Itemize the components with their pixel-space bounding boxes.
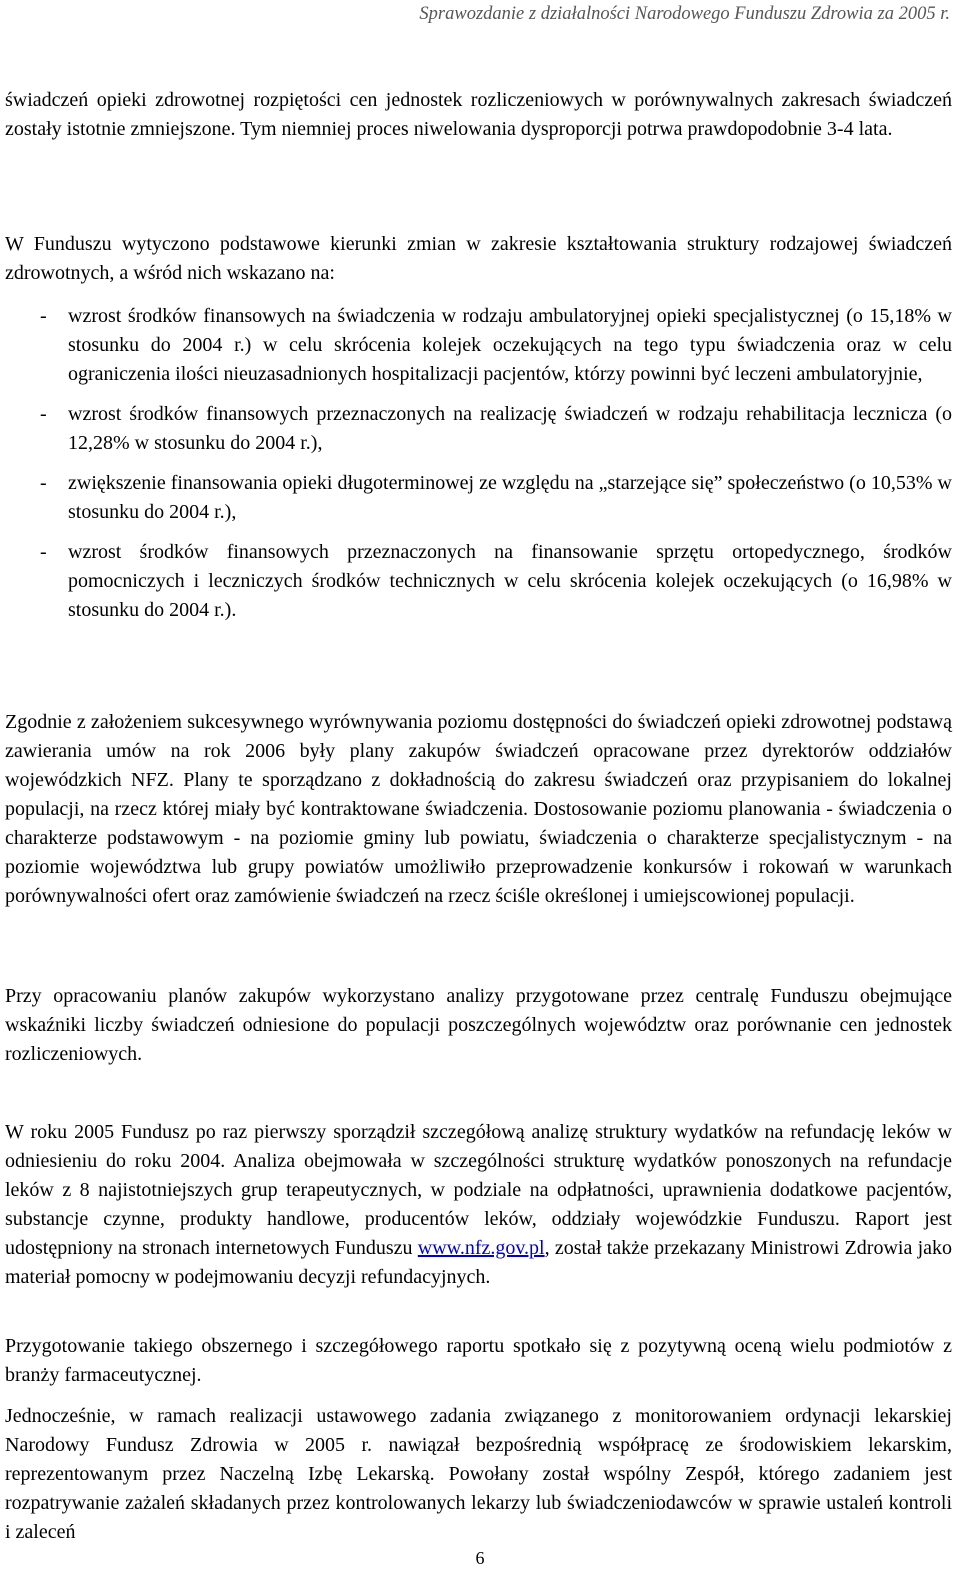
paragraph-text: [5, 1118, 952, 1292]
list-item-text: wzrost środków finansowych przeznaczonych na finansowanie sprzętu ortopedycznego, środków pomocniczych i leczniczych środków technicznych w celu skrócenia kolejek oczekujących (o 16,98% w stosunku do 2004 r.).: [68, 541, 952, 621]
bullet-dash: -: [40, 541, 47, 563]
paragraph-text-before-link: W roku 2005 Fundusz po raz pierwszy sporządził szczegółową analizę struktury wydatków na refundację leków w odniesieniu do roku 2004. Analiza obejmowała w szczególności strukturę wydatków ponoszonych na refundacje leków z 8 najistotniejszych grup terapeutycznych, w podziale na odpłatności, uprawnienia dodatkowe pacjentów, substancje czynne, produkty handlowe, producentów leków, oddziały wojewódzkie Funduszu. Raport jest udostępniony na stronach internetowych Funduszu: [5, 1121, 952, 1259]
paragraph-continuation: [5, 86, 952, 144]
bullet-dash: -: [40, 403, 47, 425]
paragraph-text: Jednocześnie, w ramach realizacji ustawowego zadania związanego z monitorowaniem ordynacji lekarskiej Narodowy Fundusz Zdrowia w 2005 r. nawiązał bezpośrednią współpracę ze środowiskiem lekarskim, reprezentowanym przez Naczelną Izbę Lekarską. Powołany został wspólny Zespół, którego zadaniem jest rozpatrywanie zażaleń składanych przez kontrolowanych lekarzy lub świadczeniodawców w sprawie ustaleń kontroli i zaleceń: [5, 1405, 952, 1543]
paragraph-refund-analysis: [5, 1118, 952, 1292]
bullet-dash: -: [40, 305, 47, 327]
paragraph-text: Zgodnie z założeniem sukcesywnego wyrównywania poziomu dostępności do świadczeń opieki zdrowotnej podstawą zawierania umów na rok 2006 były plany zakupów świadczeń opracowane przez dyrektorów oddziałów wojewódzkich NFZ. Plany te sporządzano z dokładnością do zakresu świadczeń oraz przypisaniem do lokalnej populacji, na rzecz której miały być kontraktowane świadczenia. Dostosowanie poziomu planowania - świadczenia o charakterze podstawowym - na poziomie gminy lub powiatu, świadczenia o charakterze specjalistycznym - na poziomie województwa lub grupy powiatów umożliwiło przeprowadzenie konkursów i rokowań w warunkach porównywalności ofert oraz zamówienie świadczeń na rzecz ściśle określonej i umiejscowionej populacji.: [5, 711, 952, 907]
paragraph-text: Przy opracowaniu planów zakupów wykorzystano analizy przygotowane przez centralę Funduszu obejmujące wskaźniki liczby świadczeń odniesione do populacji poszczególnych województw oraz porównanie cen jednostek rozliczeniowych.: [5, 985, 952, 1065]
paragraph-purchase-plans: [5, 708, 952, 911]
list-item-text: wzrost środków finansowych przeznaczonych na realizację świadczeń w rodzaju rehabilitacja lecznicza (o 12,28% w stosunku do 2004 r.),: [68, 403, 952, 454]
bullet-dash: -: [40, 472, 47, 494]
paragraph-directions-intro: [5, 230, 952, 288]
paragraph-text-after-link: , został także przekazany Ministrowi Zdrowia jako materiał pomocny w podejmowaniu decyzji refundacyjnych.: [5, 1237, 952, 1288]
paragraph-text: świadczeń opieki zdrowotnej rozpiętości cen jednostek rozliczeniowych w porównywalnych zakresach świadczeń zostały istotnie zmniejszone. Tym niemniej proces niwelowania dysproporcji potrwa prawdopodobnie 3-4 lata.: [5, 89, 952, 140]
list-item-text: wzrost środków finansowych na świadczenia w rodzaju ambulatoryjnej opieki specjalistycznej (o 15,18% w stosunku do 2004 r.) w celu skrócenia kolejek oczekujących na tego typu świadczenia oraz w celu ograniczenia ilości nieuzasadnionych hospitalizacji pacjentów, którzy powinni być leczeni ambulatoryjnie,: [68, 305, 952, 385]
paragraph-cooperation: [5, 1402, 952, 1547]
paragraph-text: W Funduszu wytyczono podstawowe kierunki zmian w zakresie kształtowania struktury rodzajowej świadczeń zdrowotnych, a wśród nich wskazano na:: [5, 233, 952, 284]
list-item: [40, 538, 952, 625]
paragraph-analyses: [5, 982, 952, 1069]
running-header: Sprawozdanie z działalności Narodowego Funduszu Zdrowia za 2005 r.: [419, 4, 950, 24]
paragraph-text: Przygotowanie takiego obszernego i szczegółowego raportu spotkało się z pozytywną oceną wielu podmiotów z branży farmaceutycznej.: [5, 1335, 952, 1386]
list-item: [40, 469, 952, 527]
page-number: 6: [475, 1548, 485, 1568]
list-item: [40, 302, 952, 389]
list-item: [40, 400, 952, 458]
bullet-list: [40, 302, 952, 636]
paragraph-report-reception: [5, 1332, 952, 1390]
nfz-website-link[interactable]: www.nfz.gov.pl: [417, 1237, 545, 1259]
list-item-text: zwiększenie finansowania opieki długoterminowej ze względu na „starzejące się” społeczeństwo (o 10,53% w stosunku do 2004 r.),: [68, 472, 952, 523]
